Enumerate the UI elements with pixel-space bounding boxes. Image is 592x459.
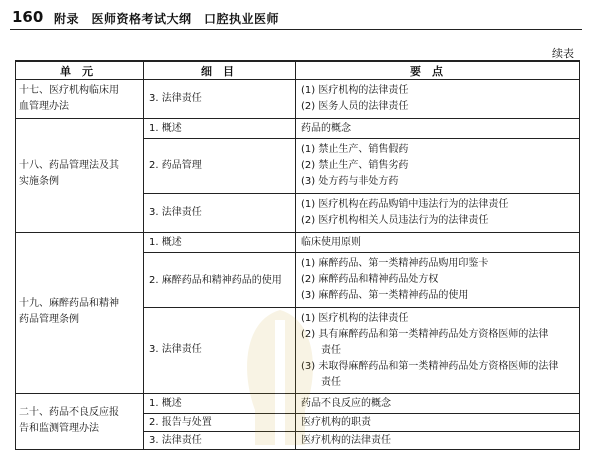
item-18-3: 3. 法律责任 xyxy=(149,207,202,218)
header-rule xyxy=(10,29,582,30)
point-18-3-2: (2) 医疗机构相关人员违法行为的法律责任 xyxy=(301,215,489,226)
row-rule xyxy=(15,232,580,233)
point-20-2-1: 医疗机构的职责 xyxy=(301,417,371,428)
point-18-2-3: (3) 处方药与非处方药 xyxy=(301,176,399,187)
item-18-2: 2. 药品管理 xyxy=(149,160,202,171)
item-19-1: 1. 概述 xyxy=(149,237,182,248)
point-19-2-3: (3) 麻醉药品、第一类精神药品的使用 xyxy=(301,290,469,301)
point-19-2-1: (1) 麻醉药品、第一类精神药品购用印鉴卡 xyxy=(301,258,489,269)
unit-20-line1: 二十、药品不良反应报 xyxy=(19,407,119,418)
unit-17-line2: 血管理办法 xyxy=(19,101,69,112)
page-number: 160 xyxy=(12,8,44,26)
item-20-2: 2. 报告与处置 xyxy=(149,417,212,428)
unit-20-line2: 告和监测管理办法 xyxy=(19,423,99,434)
unit-17-line1: 十七、医疗机构临床用 xyxy=(19,85,119,96)
point-18-2-2: (2) 禁止生产、销售劣药 xyxy=(301,160,409,171)
col-header-item: 细 目 xyxy=(201,65,234,78)
sub-rule xyxy=(143,193,580,194)
unit-19-line2: 药品管理条例 xyxy=(19,314,79,325)
point-19-2-2: (2) 麻醉药品和精神药品处方权 xyxy=(301,274,439,285)
point-18-1-1: 药品的概念 xyxy=(301,123,351,134)
point-17-3-2: (2) 医务人员的法律责任 xyxy=(301,101,409,112)
continued-label: 续表 xyxy=(552,47,574,60)
point-20-1-1: 药品不良反应的概念 xyxy=(301,398,391,409)
sub-rule xyxy=(143,413,580,414)
running-title: 附录 医师资格考试大纲 口腔执业医师 xyxy=(54,12,280,26)
col-header-points: 要 点 xyxy=(410,65,443,78)
item-20-3: 3. 法律责任 xyxy=(149,435,202,446)
col-header-unit: 单 元 xyxy=(60,65,93,78)
point-19-1-1: 临床使用原则 xyxy=(301,237,361,248)
point-17-3-1: (1) 医疗机构的法律责任 xyxy=(301,85,409,96)
sub-rule xyxy=(143,252,580,253)
row-rule xyxy=(15,118,580,119)
watermark-logo xyxy=(235,300,325,450)
sub-rule xyxy=(143,138,580,139)
point-20-3-1: 医疗机构的法律责任 xyxy=(301,435,391,446)
item-20-1: 1. 概述 xyxy=(149,398,182,409)
item-18-1: 1. 概述 xyxy=(149,123,182,134)
unit-19-line1: 十九、麻醉药品和精神 xyxy=(19,298,119,309)
page-header xyxy=(10,8,582,28)
table-top-rule xyxy=(15,60,580,62)
point-19-3-2: (2) 具有麻醉药品和第一类精神药品处方资格医师的法律 xyxy=(301,329,549,340)
unit-18-line2: 实施条例 xyxy=(19,176,59,187)
point-19-3-3: (3) 未取得麻醉药品和第一类精神药品处方资格医师的法律 xyxy=(301,361,559,372)
header-bottom-rule xyxy=(15,79,580,80)
point-19-3-2-cont: 责任 xyxy=(301,345,341,356)
point-18-2-1: (1) 禁止生产、销售假药 xyxy=(301,144,409,155)
sub-rule xyxy=(143,431,580,432)
point-19-3-1: (1) 医疗机构的法律责任 xyxy=(301,313,409,324)
item-19-2: 2. 麻醉药品和精神药品的使用 xyxy=(149,275,282,286)
unit-18-line1: 十八、药品管理法及其 xyxy=(19,160,119,171)
item-19-3: 3. 法律责任 xyxy=(149,344,202,355)
point-19-3-3-cont: 责任 xyxy=(301,377,341,388)
sub-rule xyxy=(143,307,580,308)
item-17-3: 3. 法律责任 xyxy=(149,93,202,104)
point-18-3-1: (1) 医疗机构在药品购销中违法行为的法律责任 xyxy=(301,199,509,210)
